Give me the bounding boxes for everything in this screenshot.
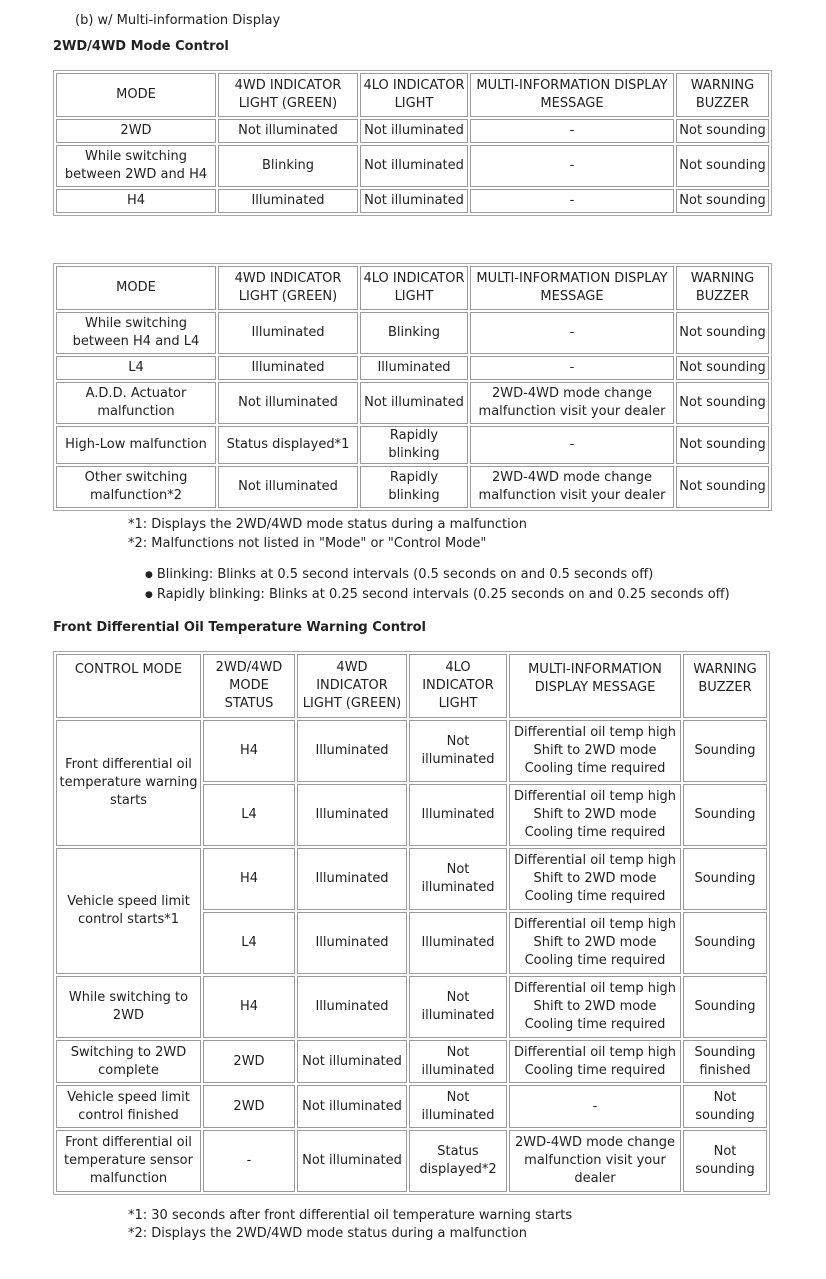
header-cell: 4WD INDICATOR LIGHT (GREEN) (218, 266, 358, 310)
table-cell: Not sounding (683, 1130, 767, 1192)
table-cell: - (203, 1130, 295, 1192)
list-item: ● Blinking: Blinks at 0.5 second intervals (0.5 seconds on and 0.5 seconds off) (145, 565, 730, 585)
table-cell: Illuminated (409, 912, 507, 974)
table-cell: Differential oil temp high Shift to 2WD mode Cooling time required (509, 912, 681, 974)
table-cell: Rapidly blinking (360, 466, 468, 508)
table-cell: Not sounding (676, 426, 769, 464)
table-row (56, 189, 769, 213)
table-cell: Sounding (683, 784, 767, 846)
header-row (56, 654, 767, 718)
table-cell: Illuminated (360, 356, 468, 380)
table-cell: Not sounding (676, 356, 769, 380)
header-cell: 2WD/4WD MODE STATUS (203, 654, 295, 718)
table-cell: - (509, 1085, 681, 1128)
table-cell: Not sounding (676, 312, 769, 354)
table-row (56, 119, 769, 143)
table-cell: Not illuminated (218, 382, 358, 424)
table-cell: Not illuminated (218, 466, 358, 508)
table-cell: Illuminated (218, 312, 358, 354)
table-cell: Not sounding (676, 119, 769, 143)
table-cell: High-Low malfunction (56, 426, 216, 464)
table-cell: - (470, 356, 674, 380)
table-row (56, 1040, 767, 1083)
footnote: *1: Displays the 2WD/4WD mode status during a malfunction (128, 517, 527, 532)
table-row (56, 720, 767, 782)
table-row (56, 382, 769, 424)
table-cell: Illuminated (297, 976, 407, 1038)
control-mode-cell: Switching to 2WD complete (56, 1040, 201, 1083)
table-cell: H4 (203, 720, 295, 782)
table-cell: Not illuminated (360, 189, 468, 213)
oil-temp-warning-table (53, 651, 770, 1195)
table-cell: Not illuminated (360, 382, 468, 424)
table-cell: Not sounding (676, 466, 769, 508)
table-cell: Sounding (683, 720, 767, 782)
control-mode-cell: Front differential oil temperature sensor malfunction (56, 1130, 201, 1192)
header-cell: 4WD INDICATOR LIGHT (GREEN) (297, 654, 407, 718)
control-mode-cell: While switching to 2WD (56, 976, 201, 1038)
header-cell: 4LO INDICATOR LIGHT (360, 266, 468, 310)
control-mode-cell: Vehicle speed limit control finished (56, 1085, 201, 1128)
table-cell: Sounding (683, 912, 767, 974)
section-title-oil-temp: Front Differential Oil Temperature Warning Control (53, 620, 427, 635)
table-cell: 2WD (203, 1085, 295, 1128)
table-cell: Sounding finished (683, 1040, 767, 1083)
table-cell: 2WD-4WD mode change malfunction visit your dealer (470, 466, 674, 508)
table-cell: Differential oil temp high Shift to 2WD mode Cooling time required (509, 784, 681, 846)
table-cell: Not illuminated (409, 720, 507, 782)
table-row (56, 1085, 767, 1128)
table-cell: Illuminated (297, 848, 407, 910)
control-mode-cell: Vehicle speed limit control starts*1 (56, 848, 201, 974)
header-row (56, 73, 769, 117)
table-cell: Blinking (218, 145, 358, 187)
table-cell: Not illuminated (409, 1040, 507, 1083)
table-cell: While switching between 2WD and H4 (56, 145, 216, 187)
header-cell: MULTI-INFORMATION DISPLAY MESSAGE (470, 266, 674, 310)
mode-control-table-1 (53, 70, 772, 216)
table-row (56, 1130, 767, 1192)
header-cell: 4LO INDICATOR LIGHT (360, 73, 468, 117)
table-cell: Illuminated (409, 784, 507, 846)
table-cell: - (470, 312, 674, 354)
table-row (56, 145, 769, 187)
table-cell: A.D.D. Actuator malfunction (56, 382, 216, 424)
document-caption: (b) w/ Multi-information Display (75, 13, 281, 28)
footnote: *1: 30 seconds after front differential oil temperature warning starts (128, 1208, 573, 1223)
table-row (56, 976, 767, 1038)
section-title-mode-control: 2WD/4WD Mode Control (53, 39, 229, 54)
table-cell: Not illuminated (360, 119, 468, 143)
header-cell: WARNING BUZZER (676, 266, 769, 310)
table-cell: - (470, 119, 674, 143)
table-cell: Differential oil temp high Shift to 2WD mode Cooling time required (509, 720, 681, 782)
table-cell: Illuminated (218, 189, 358, 213)
table-cell: H4 (56, 189, 216, 213)
table-cell: H4 (203, 976, 295, 1038)
table-cell: L4 (203, 912, 295, 974)
table-cell: Other switching malfunction*2 (56, 466, 216, 508)
table-cell: Not illuminated (297, 1040, 407, 1083)
table-cell: Not illuminated (297, 1085, 407, 1128)
table-cell: Illuminated (297, 784, 407, 846)
table-cell: Status displayed*2 (409, 1130, 507, 1192)
table-row (56, 312, 769, 354)
header-cell: MULTI-INFORMATION DISPLAY MESSAGE (509, 654, 681, 718)
table-cell: Not sounding (676, 382, 769, 424)
table-cell: While switching between H4 and L4 (56, 312, 216, 354)
table-cell: Illuminated (297, 912, 407, 974)
table-cell: Not sounding (676, 145, 769, 187)
table-cell: Differential oil temp high Cooling time required (509, 1040, 681, 1083)
footnote: *2: Displays the 2WD/4WD mode status during a malfunction (128, 1226, 527, 1241)
table-row (56, 356, 769, 380)
table-cell: Differential oil temp high Shift to 2WD mode Cooling time required (509, 976, 681, 1038)
table-cell: Sounding (683, 976, 767, 1038)
table-cell: Status displayed*1 (218, 426, 358, 464)
table-cell: - (470, 426, 674, 464)
table-cell: Not sounding (676, 189, 769, 213)
control-mode-cell: Front differential oil temperature warning starts (56, 720, 201, 846)
table-cell: 2WD-4WD mode change malfunction visit your dealer (470, 382, 674, 424)
table-row (56, 466, 769, 508)
table-cell: 2WD (203, 1040, 295, 1083)
table-cell: Differential oil temp high Shift to 2WD mode Cooling time required (509, 848, 681, 910)
table-cell: 2WD-4WD mode change malfunction visit your dealer (509, 1130, 681, 1192)
table-cell: Not illuminated (218, 119, 358, 143)
header-cell: 4WD INDICATOR LIGHT (GREEN) (218, 73, 358, 117)
table-row (56, 426, 769, 464)
table-cell: 2WD (56, 119, 216, 143)
mode-control-table-2 (53, 263, 772, 511)
footnote: *2: Malfunctions not listed in "Mode" or "Control Mode" (128, 536, 487, 551)
table-cell: Not sounding (683, 1085, 767, 1128)
table-cell: Not illuminated (409, 848, 507, 910)
table-cell: Not illuminated (409, 976, 507, 1038)
table-cell: L4 (56, 356, 216, 380)
header-cell: MODE (56, 73, 216, 117)
table-cell: Illuminated (218, 356, 358, 380)
header-row (56, 266, 769, 310)
table-cell: - (470, 145, 674, 187)
bullet-list (145, 565, 730, 605)
table-cell: Not illuminated (297, 1130, 407, 1192)
table-cell: Illuminated (297, 720, 407, 782)
header-cell: 4LO INDICATOR LIGHT (409, 654, 507, 718)
header-cell: MODE (56, 266, 216, 310)
header-cell: WARNING BUZZER (683, 654, 767, 718)
table-cell: Not illuminated (409, 1085, 507, 1128)
list-item: ● Rapidly blinking: Blinks at 0.25 second intervals (0.25 seconds on and 0.25 seconds off) (145, 585, 730, 605)
header-cell: CONTROL MODE (56, 654, 201, 718)
table-cell: H4 (203, 848, 295, 910)
header-cell: MULTI-INFORMATION DISPLAY MESSAGE (470, 73, 674, 117)
table-cell: Sounding (683, 848, 767, 910)
table-cell: L4 (203, 784, 295, 846)
table-cell: Blinking (360, 312, 468, 354)
table-cell: Rapidly blinking (360, 426, 468, 464)
table-cell: - (470, 189, 674, 213)
table-cell: Not illuminated (360, 145, 468, 187)
table-row (56, 848, 767, 910)
header-cell: WARNING BUZZER (676, 73, 769, 117)
